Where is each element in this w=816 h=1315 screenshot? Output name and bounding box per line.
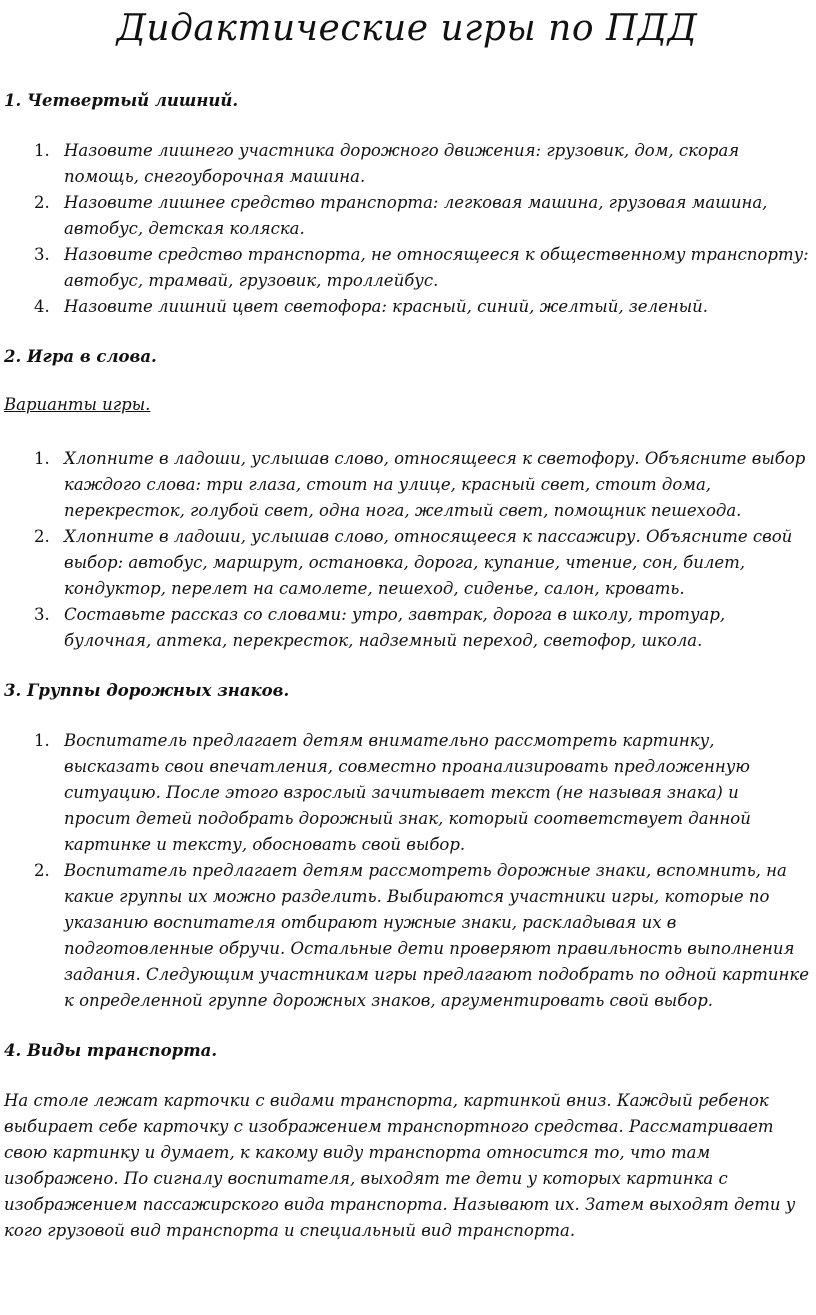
list-number: 2. — [34, 527, 50, 546]
list-item-text: Хлопните в ладоши, услышав слово, относящееся к пассажиру. Объясните свой выбор: автобус, маршрут, остановка, дорога, купание, чтение, сон, билет, кондуктор, перелет на самолете, пешеход, сиденье, салон, кровать. — [64, 527, 793, 598]
list-number: 1. — [34, 731, 50, 750]
list-item — [4, 728, 810, 858]
list-item — [4, 294, 810, 320]
section3-list — [4, 728, 810, 1014]
list-number: 3. — [34, 605, 50, 624]
section-heading-word-game: 2. Игра в слова. — [4, 347, 157, 366]
list-item-text: Назовите лишнего участника дорожного движения: грузовик, дом, скорая помощь, снегоуборочная машина. — [64, 141, 740, 186]
list-number: 1. — [34, 141, 50, 160]
variants-label: Варианты игры. — [4, 395, 151, 414]
section4-paragraph: На столе лежат карточки с видами транспорта, картинкой вниз. Каждый ребенок выбирает себе карточку с изображением транспортного средства. Рассматривает свою картинку и думает, к какому виду транспорта относится то, что там изображено. По сигналу воспитателя, выходят те дети у которых картинка с изображением пассажирского вида транспорта. Называют их. Затем выходят дети у кого грузовой вид транспорта и специальный вид транспорта. — [4, 1091, 796, 1240]
list-item — [4, 242, 810, 294]
list-item — [4, 858, 810, 1014]
list-number: 4. — [34, 297, 50, 316]
list-item-text: Назовите средство транспорта, не относящееся к общественному транспорту: автобус, трамвай, грузовик, троллейбус. — [64, 245, 809, 290]
list-item-text: Назовите лишнее средство транспорта: легковая машина, грузовая машина, автобус, детская коляска. — [64, 193, 768, 238]
page-title: Дидактические игры по ПДД — [116, 8, 698, 49]
list-number: 1. — [34, 449, 50, 468]
section-heading-fourth-odd: 1. Четвертый лишний. — [4, 91, 239, 110]
list-item-text: Хлопните в ладоши, услышав слово, относящееся к светофору. Объясните выбор каждого слова: три глаза, стоит на улице, красный свет, стоит дома, перекресток, голубой свет, одна нога, желтый свет, помощник пешехода. — [64, 449, 806, 520]
list-item — [4, 446, 810, 524]
list-item-text: Составьте рассказ со словами: утро, завтрак, дорога в школу, тротуар, булочная, аптека, перекресток, надземный переход, светофор, школа. — [64, 605, 726, 650]
list-item-text: Назовите лишний цвет светофора: красный, синий, желтый, зеленый. — [64, 297, 709, 316]
list-number: 2. — [34, 861, 50, 880]
list-item-text: Воспитатель предлагает детям рассмотреть дорожные знаки, вспомнить, на какие группы их можно разделить. Выбираются участники игры, которые по указанию воспитателя отбирают нужные знаки, раскладывая их в подготовленные обручи. Остальные дети проверяют правильность выполнения задания. Следующим участникам игры предлагают подобрать по одной картинке к определенной группе дорожных знаков, аргументировать свой выбор. — [64, 861, 809, 1010]
section1-list — [4, 138, 810, 320]
list-item — [4, 602, 810, 654]
section-heading-transport-types: 4. Виды транспорта. — [4, 1041, 218, 1060]
list-item — [4, 190, 810, 242]
list-item — [4, 524, 810, 602]
list-item-text: Воспитатель предлагает детям внимательно рассмотреть картинку, высказать свои впечатления, совместно проанализировать предложенную ситуацию. После этого взрослый зачитывает текст (не называя знака) и просит детей подобрать дорожный знак, который соответствует данной картинке и тексту, обосновать свой выбор. — [64, 731, 751, 854]
list-number: 3. — [34, 245, 50, 264]
section2-list — [4, 446, 810, 654]
list-item — [4, 138, 810, 190]
section-heading-sign-groups: 3. Группы дорожных знаков. — [4, 681, 290, 700]
list-number: 2. — [34, 193, 50, 212]
